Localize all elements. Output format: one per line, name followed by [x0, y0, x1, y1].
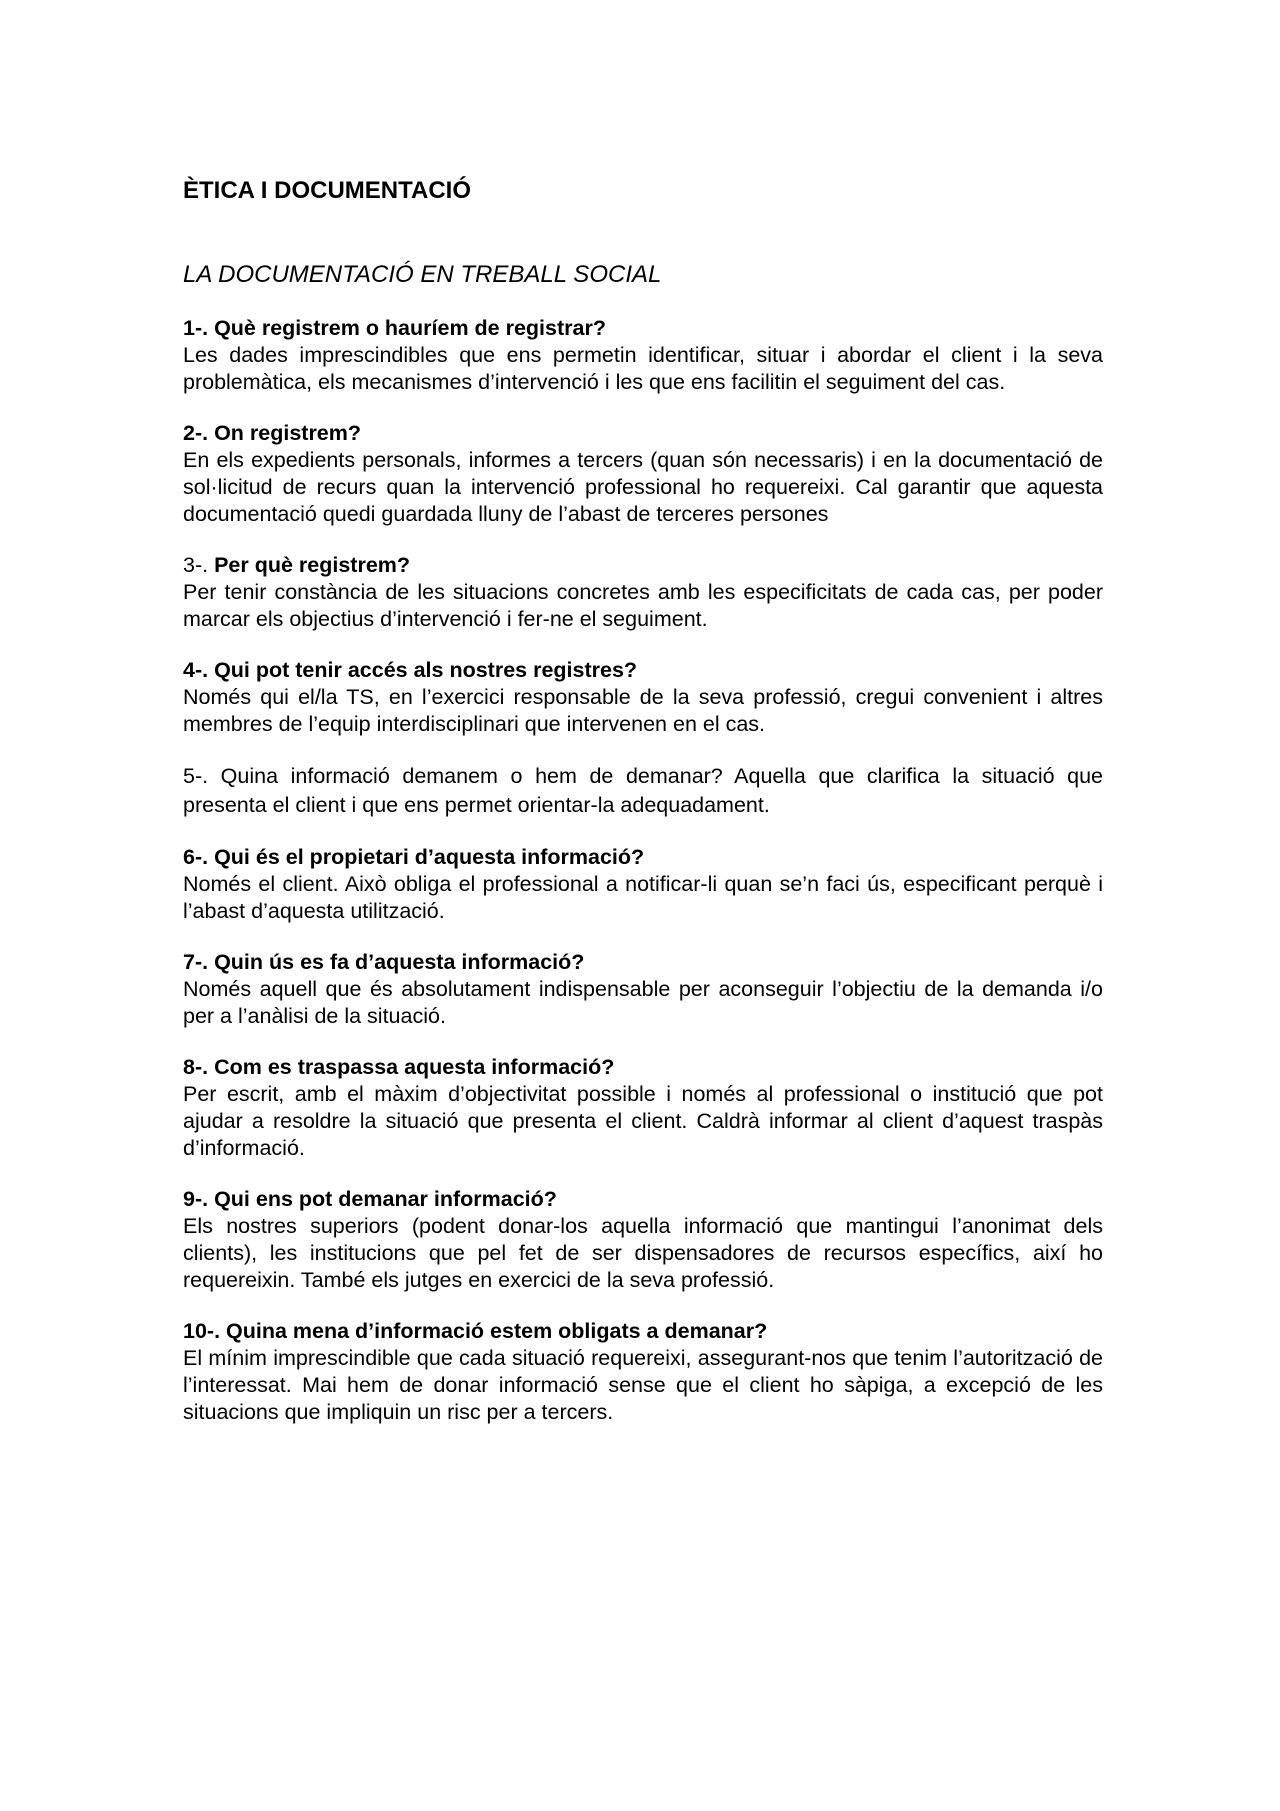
question-1: 1-. Què registrem o hauríem de registrar? — [183, 316, 606, 340]
document-page — [183, 174, 1103, 1450]
question-8: 8-. Com es traspassa aquesta informació? — [183, 1055, 615, 1079]
answer-7: Només aquell que és absolutament indispensable per aconseguir l’objectiu de la demanda i/o per a l’anàlisi de la situació. — [183, 977, 1103, 1028]
question-6: 6-. Qui és el propietari d’aquesta informació? — [183, 845, 645, 869]
section-4 — [183, 657, 1103, 738]
question-3-text: Per què registrem? — [208, 553, 411, 577]
section-1 — [183, 315, 1103, 396]
section-3 — [183, 552, 1103, 633]
answer-3: Per tenir constància de les situacions concretes amb les especificitats de cada cas, per poder marcar els objectius d’intervenció i fer-ne el seguiment. — [183, 580, 1103, 631]
answer-2: En els expedients personals, informes a tercers (quan són necessaris) i en la documentació de sol·licitud de recurs quan la intervenció professional ho requereixi. Cal garantir que aquesta documentació quedi guardada lluny de l’abast de terceres persones — [183, 448, 1103, 526]
section-5 — [183, 762, 1103, 820]
question-3 — [183, 552, 1103, 579]
question-9: 9-. Qui ens pot demanar informació? — [183, 1187, 557, 1211]
section-8 — [183, 1054, 1103, 1162]
answer-6: Només el client. Això obliga el professional a notificar-li quan se’n faci ús, especificant perquè i l’abast d’aquesta utilització. — [183, 872, 1103, 923]
section-6 — [183, 844, 1103, 925]
answer-4: Només qui el/la TS, en l’exercici responsable de la seva professió, cregui convenient i altres membres de l’equip interdisciplinari que intervenen en el cas. — [183, 685, 1103, 736]
answer-8: Per escrit, amb el màxim d’objectivitat possible i només al professional o institució que pot ajudar a resoldre la situació que presenta el client. Caldrà informar al client d’aquest traspàs d’informació. — [183, 1082, 1103, 1160]
section-10 — [183, 1318, 1103, 1426]
question-answer-5: 5-. Quina informació demanem o hem de demanar? Aquella que clarifica la situació que presenta el client i que ens permet orientar-la adequadament. — [183, 764, 1103, 817]
section-9 — [183, 1186, 1103, 1294]
question-4: 4-. Qui pot tenir accés als nostres registres? — [183, 658, 638, 682]
question-7: 7-. Quin ús es fa d’aquesta informació? — [183, 950, 585, 974]
document-title: ÈTICA I DOCUMENTACIÓ — [183, 177, 471, 204]
section-2 — [183, 420, 1103, 528]
section-7 — [183, 949, 1103, 1030]
question-2: 2-. On registrem? — [183, 421, 362, 445]
document-subtitle: LA DOCUMENTACIÓ EN TREBALL SOCIAL — [183, 261, 662, 288]
question-10: 10-. Quina mena d’informació estem obligats a demanar? — [183, 1319, 768, 1343]
question-3-number: 3-. — [183, 553, 209, 577]
answer-10: El mínim imprescindible que cada situació requereixi, assegurant-nos que tenim l’autorització de l’interessat. Mai hem de donar informació sense que el client ho sàpiga, a excepció de les situacions que impliquin un risc per a tercers. — [183, 1346, 1103, 1424]
answer-1: Les dades imprescindibles que ens permetin identificar, situar i abordar el client i la seva problemàtica, els mecanismes d’intervenció i les que ens facilitin el seguiment del cas. — [183, 343, 1103, 394]
answer-9: Els nostres superiors (podent donar-los aquella informació que mantingui l’anonimat dels clients), les institucions que pel fet de ser dispensadores de recursos específics, així ho requereixin. També els jutges en exercici de la seva professió. — [183, 1214, 1103, 1292]
